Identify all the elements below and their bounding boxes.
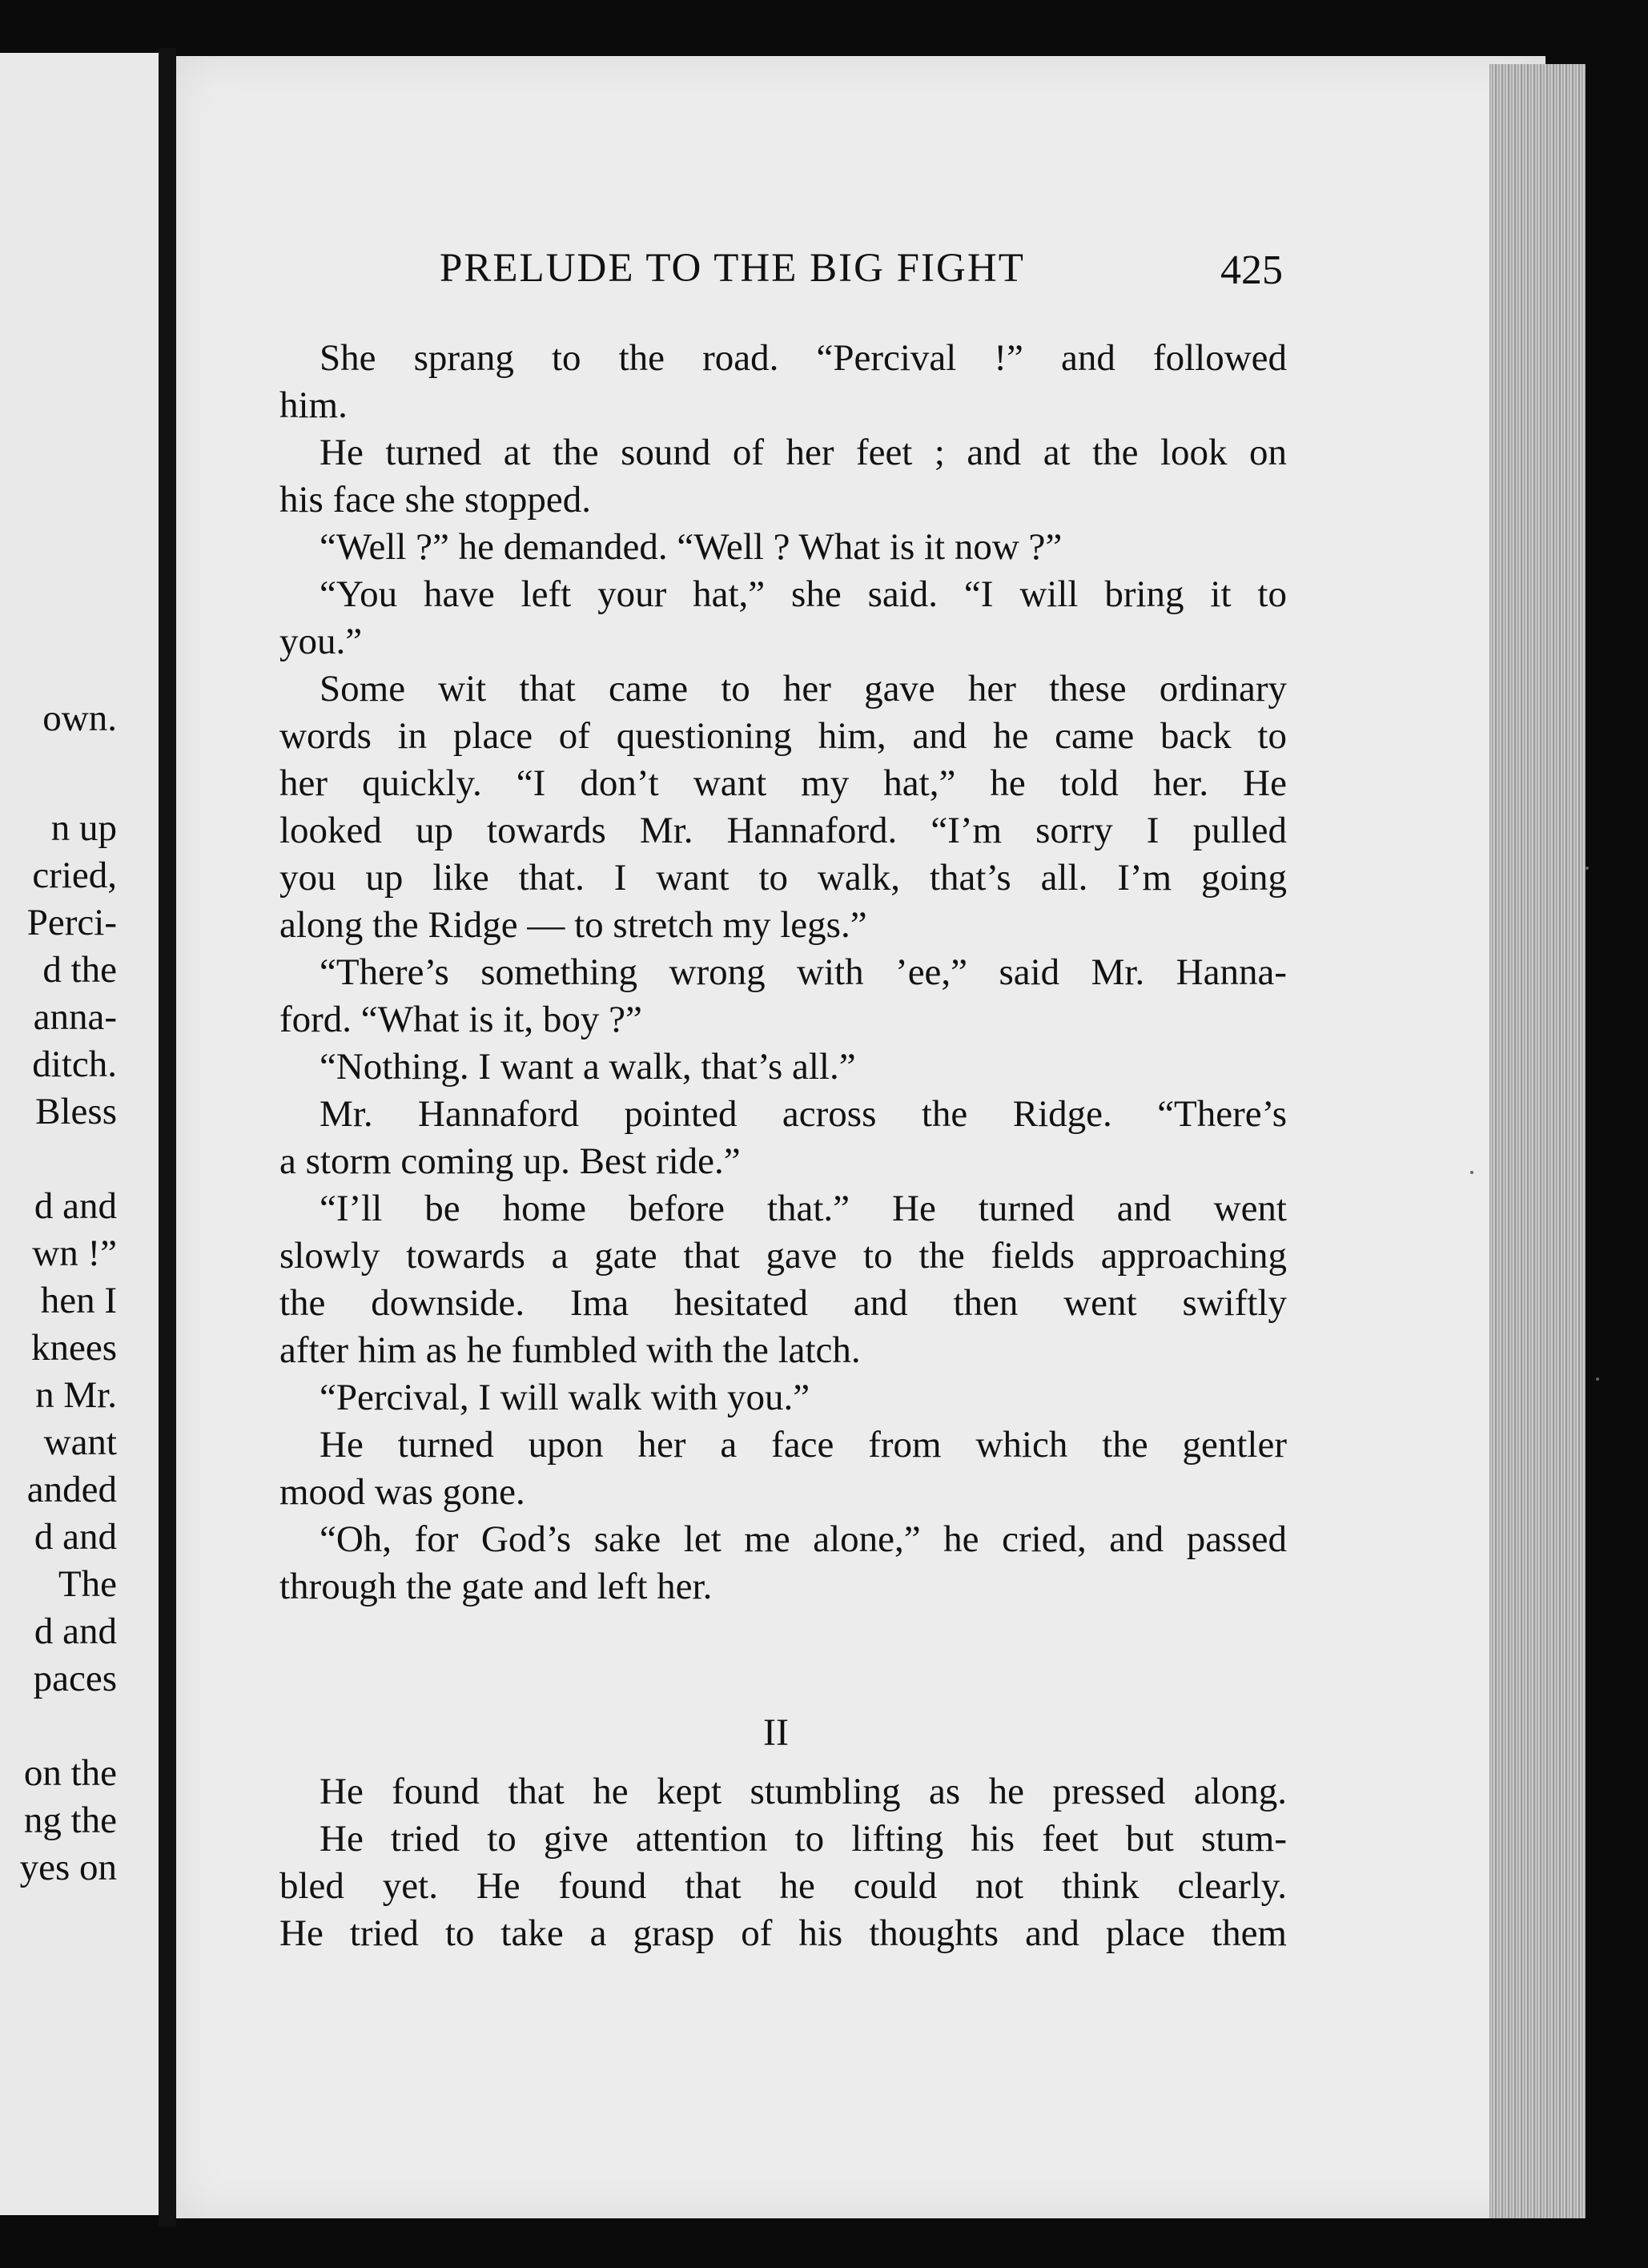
left-page-line: n Mr. (35, 1374, 117, 1416)
left-page-line: n up (50, 807, 117, 849)
left-page-line: paces (33, 1658, 117, 1699)
paragraph-line: He turned upon her a face from which the gentler (320, 1424, 1287, 1466)
left-page-line: d and (34, 1185, 117, 1227)
paragraph-line: He turned at the sound of her feet ; and at the look on (320, 432, 1287, 473)
paragraph-line: “Oh, for God’s sake let me alone,” he cried, and passed (320, 1518, 1287, 1560)
paragraph-line: “Well ?” he demanded. “Well ? What is it now ?” (320, 526, 1063, 568)
left-page-text (0, 53, 159, 2215)
section-heading: II (763, 1711, 789, 1754)
paragraph-line: along the Ridge — to stretch my legs.” (279, 904, 867, 946)
left-page-line: ditch. (32, 1044, 117, 1085)
left-page-line: d the (42, 949, 117, 991)
paragraph-line: a storm coming up. Best ride.” (279, 1140, 741, 1182)
left-page-line: yes on (19, 1847, 117, 1888)
paragraph-line: you.” (279, 621, 363, 662)
page-number: 425 (1220, 247, 1283, 293)
left-page-line: ng the (23, 1800, 117, 1841)
paragraph-line: him. (279, 384, 348, 426)
left-page-line: knees (30, 1327, 117, 1369)
left-page-line: hen I (40, 1280, 117, 1321)
left-page-line: on the (23, 1752, 117, 1794)
book-gutter (159, 48, 176, 2226)
paragraph-line: her quickly. “I don’t want my hat,” he told her. He (279, 762, 1287, 804)
left-page-line: d and (34, 1611, 117, 1652)
paragraph-line: after him as he fumbled with the latch. (279, 1329, 861, 1371)
left-page-line: anna- (33, 996, 117, 1038)
left-page-line: cried, (32, 855, 117, 896)
paragraph-line: She sprang to the road. “Percival !” and followed (320, 337, 1287, 379)
paragraph-line: the downside. Ima hesitated and then went swiftly (279, 1282, 1287, 1324)
running-header: PRELUDE TO THE BIG FIGHT (440, 246, 1025, 291)
paragraph-line: mood was gone. (279, 1471, 525, 1513)
scan-speck (1586, 867, 1589, 870)
left-page-line: wn !” (32, 1233, 117, 1274)
left-page-line: Bless (35, 1091, 117, 1132)
paragraph-line: “I’ll be home before that.” He turned and went (320, 1188, 1287, 1229)
paragraph-line: bled yet. He found that he could not think clearly. (279, 1865, 1287, 1907)
paragraph-line: He found that he kept stumbling as he pressed along. (320, 1771, 1287, 1812)
left-page-line: anded (26, 1469, 117, 1510)
scan-border (1586, 48, 1648, 2268)
paragraph-line: Some wit that came to her gave her these ordinary (320, 668, 1287, 710)
paragraph-line: through the gate and left her. (279, 1566, 713, 1607)
paragraph-line: his face she stopped. (279, 479, 591, 521)
left-page-line: d and (34, 1516, 117, 1558)
scan-speck (1470, 1171, 1473, 1174)
paragraph-line: slowly towards a gate that gave to the fields approaching (279, 1235, 1287, 1277)
paragraph-line: words in place of questioning him, and he came back to (279, 715, 1287, 757)
left-page (0, 53, 159, 2215)
paragraph-line: looked up towards Mr. Hannaford. “I’m sorry I pulled (279, 810, 1287, 851)
paragraph-line: “There’s something wrong with ’ee,” said Mr. Hanna- (320, 951, 1287, 993)
paragraph-line: ford. “What is it, boy ?” (279, 999, 642, 1040)
paragraph-line: you up like that. I want to walk, that’s all. I’m going (279, 857, 1287, 899)
left-page-line: want (43, 1422, 117, 1463)
page-edge-stack (1489, 64, 1594, 2218)
paragraph-line: “You have left your hat,” she said. “I will bring it to (320, 573, 1287, 615)
paragraph-line: He tried to give attention to lifting his feet but stum- (320, 1818, 1287, 1860)
paragraph-line: He tried to take a grasp of his thoughts and place them (279, 1912, 1287, 1954)
paragraph-line: “Nothing. I want a walk, that’s all.” (320, 1046, 856, 1088)
left-page-line: own. (42, 698, 117, 739)
left-page-line: Perci- (26, 902, 117, 943)
left-page-line: The (58, 1563, 117, 1605)
paragraph-line: Mr. Hannaford pointed across the Ridge. “There’s (320, 1093, 1287, 1135)
paragraph-line: “Percival, I will walk with you.” (320, 1377, 810, 1418)
scan-speck (1596, 1377, 1599, 1381)
